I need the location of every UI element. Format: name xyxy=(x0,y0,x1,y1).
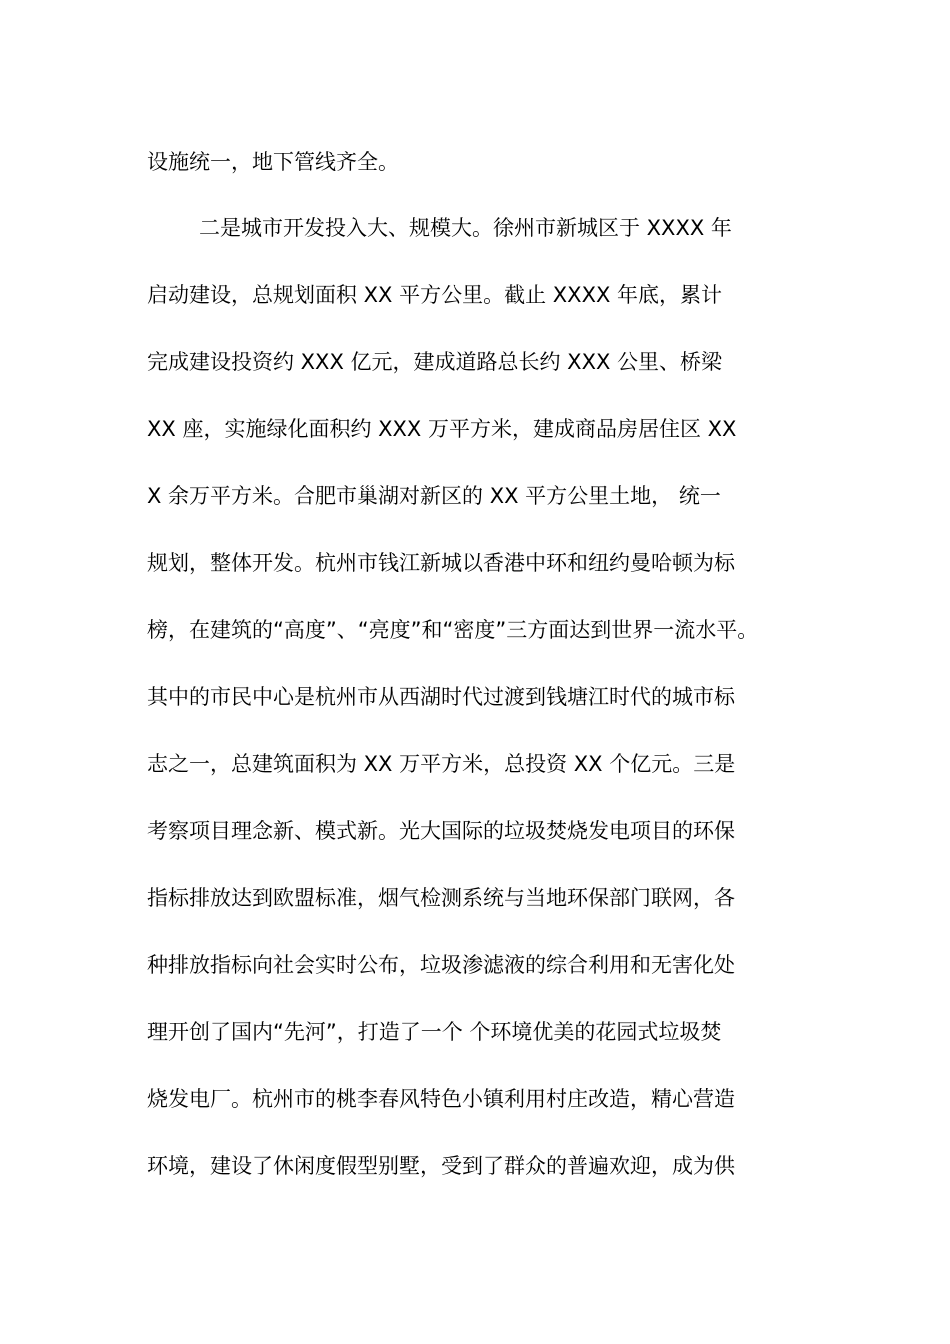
text-line-14: 理开创了国内“先河”，打造了一个 个环境优美的花园式垃圾焚 xyxy=(147,1020,722,1044)
text-line-8: 榜，在建筑的“高度”、“亮度”和“密度”三方面达到世界一流水平。 xyxy=(147,618,759,642)
text-line-5: XX 座，实施绿化面积约 XXX 万平方米，建成商品房居住区 XX xyxy=(147,417,737,441)
text-line-11: 考察项目理念新、模式新。光大国际的垃圾焚烧发电项目的环保 xyxy=(147,819,735,843)
text-line-10: 志之一，总建筑面积为 XX 万平方米，总投资 XX 个亿元。三是 xyxy=(147,752,736,776)
text-line-2: 二是城市开发投入大、规模大。徐州市新城区于 XXXX 年 xyxy=(199,216,732,240)
text-line-9: 其中的市民中心是杭州市从西湖时代过渡到钱塘江时代的城市标 xyxy=(147,685,735,709)
text-line-16: 环境，建设了休闲度假型别墅，受到了群众的普遍欢迎，成为供 xyxy=(147,1154,735,1178)
text-line-13: 种排放指标向社会实时公布，垃圾渗滤液的综合利用和无害化处 xyxy=(147,953,735,977)
text-line-3: 启动建设，总规划面积 XX 平方公里。截止 XXXX 年底，累计 xyxy=(147,283,723,307)
text-line-12: 指标排放达到欧盟标准，烟气检测系统与当地环保部门联网，各 xyxy=(147,886,735,910)
text-line-15: 烧发电厂。杭州市的桃李春风特色小镇利用村庄改造，精心营造 xyxy=(147,1087,735,1111)
text-line-7: 规划，整体开发。杭州市钱江新城以香港中环和纽约曼哈顿为标 xyxy=(147,551,735,575)
text-line-4: 完成建设投资约 XXX 亿元，建成道路总长约 XXX 公里、桥梁 xyxy=(147,350,723,374)
text-line-1: 设施统一，地下管线齐全。 xyxy=(147,150,399,174)
text-line-6: X 余万平方米。合肥市巢湖对新区的 XX 平方公里土地， 统一 xyxy=(147,484,721,508)
